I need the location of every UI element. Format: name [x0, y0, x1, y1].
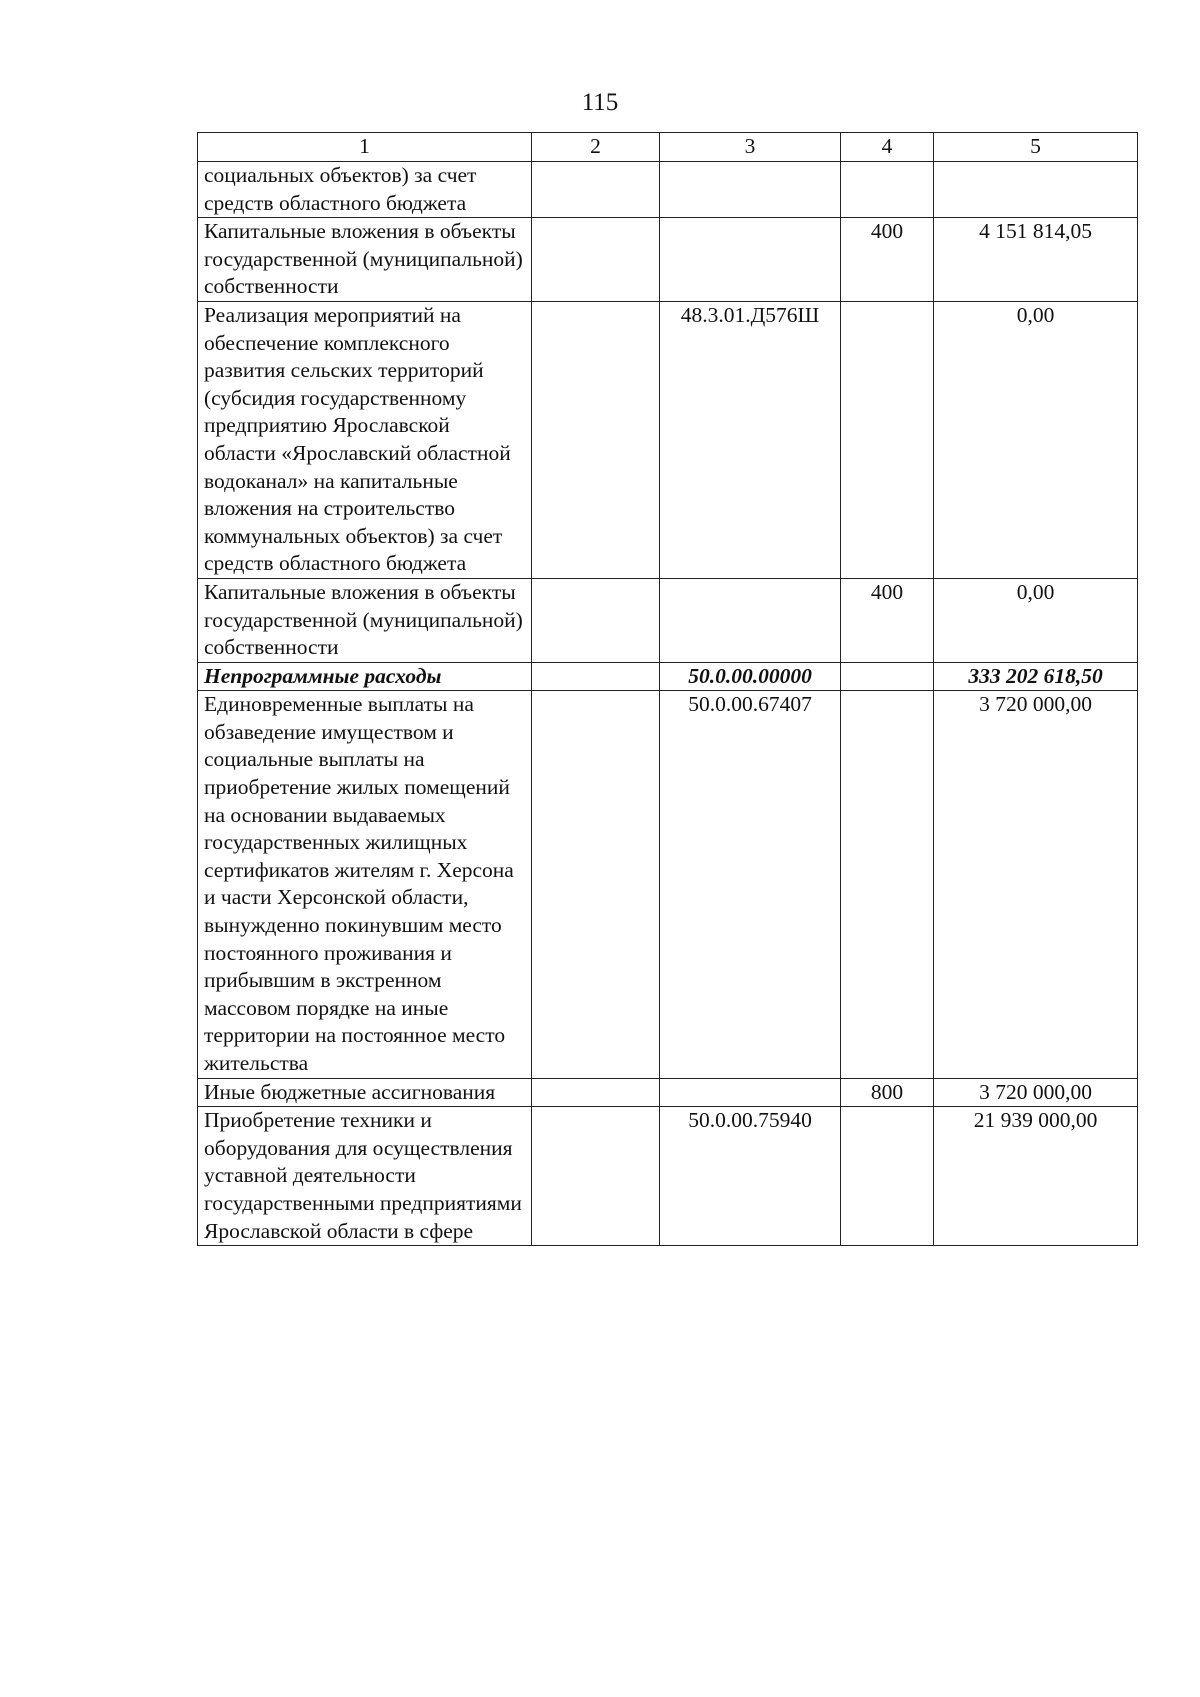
budget-table [197, 132, 1138, 1246]
row-code: 50.0.00.75940 [660, 1107, 841, 1246]
row-name: Единовременные выплаты на обзаведение имуществом и социальные выплаты на приобретение жилых помещений на основании выдаваемых государственных жилищных сертификатов жителям г. Херсона и части Херсонской области, вынужденно покинувшим место постоянного проживания и прибывшим в экстренном массовом порядке на иные территории на постоянное место жительства [198, 691, 532, 1078]
table-row-section-total [198, 662, 1138, 691]
table-row [198, 301, 1138, 578]
table-row [198, 162, 1138, 218]
row-amount: 3 720 000,00 [934, 691, 1138, 1078]
row-amount: 0,00 [934, 301, 1138, 578]
row-code [660, 1078, 841, 1107]
row-type: 800 [841, 1078, 934, 1107]
row-name: Иные бюджетные ассигнования [198, 1078, 532, 1107]
row-name: Реализация мероприятий на обеспечение комплексного развития сельских территорий (субсидия государственному предприятию Ярославской области «Ярославский областной водоканал» на капитальные вложения на строительство коммунальных объектов) за счет средств областного бюджета [198, 301, 532, 578]
row-code: 50.0.00.67407 [660, 691, 841, 1078]
header-col-1: 1 [198, 133, 532, 162]
row-col2 [532, 218, 660, 302]
row-code [660, 578, 841, 662]
row-amount: 4 151 814,05 [934, 218, 1138, 302]
row-code: 48.3.01.Д576Ш [660, 301, 841, 578]
row-col2 [532, 691, 660, 1078]
row-col2 [532, 162, 660, 218]
table-row [198, 1078, 1138, 1107]
row-type [841, 691, 934, 1078]
row-name: Капитальные вложения в объекты государственной (муниципальной) собственности [198, 218, 532, 302]
table-row [198, 1107, 1138, 1246]
row-col2 [532, 1107, 660, 1246]
row-amount: 333 202 618,50 [934, 662, 1138, 691]
header-col-4: 4 [841, 133, 934, 162]
row-col2 [532, 662, 660, 691]
row-type [841, 662, 934, 691]
table-row [198, 691, 1138, 1078]
row-name: социальных объектов) за счет средств областного бюджета [198, 162, 532, 218]
row-amount [934, 162, 1138, 218]
row-name: Капитальные вложения в объекты государственной (муниципальной) собственности [198, 578, 532, 662]
row-type: 400 [841, 218, 934, 302]
table-row [198, 218, 1138, 302]
header-row [198, 133, 1138, 162]
header-col-3: 3 [660, 133, 841, 162]
row-type [841, 1107, 934, 1246]
row-code [660, 162, 841, 218]
row-col2 [532, 578, 660, 662]
page-number: 115 [581, 89, 619, 116]
row-amount: 0,00 [934, 578, 1138, 662]
row-name: Непрограммные расходы [198, 662, 532, 691]
header-col-2: 2 [532, 133, 660, 162]
row-type: 400 [841, 578, 934, 662]
row-amount: 3 720 000,00 [934, 1078, 1138, 1107]
row-type [841, 162, 934, 218]
table-row [198, 578, 1138, 662]
row-code: 50.0.00.00000 [660, 662, 841, 691]
row-code [660, 218, 841, 302]
header-col-5: 5 [934, 133, 1138, 162]
row-type [841, 301, 934, 578]
row-col2 [532, 1078, 660, 1107]
row-amount: 21 939 000,00 [934, 1107, 1138, 1246]
row-col2 [532, 301, 660, 578]
row-name: Приобретение техники и оборудования для осуществления уставной деятельности государственными предприятиями Ярославской области в сфере [198, 1107, 532, 1246]
